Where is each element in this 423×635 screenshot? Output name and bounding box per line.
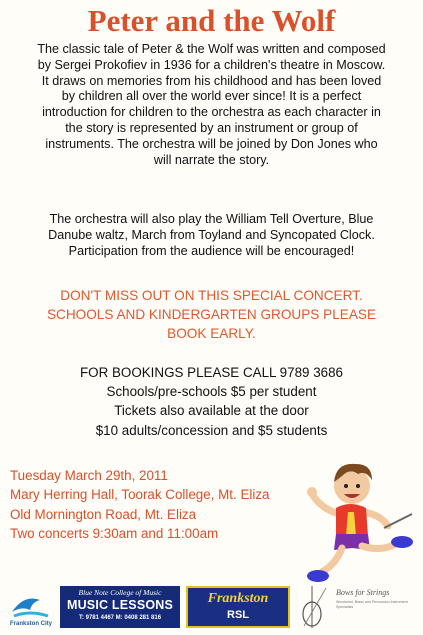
intro-line: by Sergei Prokofiev in 1936 for a children's theatre in Moscow. bbox=[37, 57, 386, 72]
intro-line: It draws on memories from his childhood and has been loved bbox=[41, 73, 382, 88]
dolphin-icon bbox=[6, 590, 56, 628]
promo-notice bbox=[10, 286, 413, 343]
booking-line: Schools/pre-schools $5 per student bbox=[106, 384, 317, 400]
rsl-top-text: Frankston bbox=[207, 591, 269, 606]
program-line: Danube waltz, March from Toyland and Syncopated Clock. bbox=[48, 227, 375, 242]
violin-icon bbox=[296, 584, 332, 630]
event-date: Tuesday March 29th, 2011 bbox=[10, 468, 168, 483]
city-logo-text: Frankston City bbox=[9, 621, 53, 627]
intro-line: introduction for children to the orchestra as each character in bbox=[42, 105, 381, 120]
event-address: Old Mornington Road, Mt. Eliza bbox=[10, 506, 197, 522]
music-lessons-logo bbox=[60, 586, 180, 628]
intro-line: the story is represented by an instrument or group of bbox=[65, 120, 358, 135]
booking-line: $10 adults/concession and $5 students bbox=[95, 422, 328, 438]
booking-line: Tickets also available at the door bbox=[114, 403, 309, 419]
rsl-bottom-text: RSL bbox=[227, 609, 249, 621]
intro-line: will narrate the story. bbox=[153, 152, 270, 167]
booking-line: FOR BOOKINGS PLEASE CALL 9789 3686 bbox=[80, 365, 343, 380]
intro-line: by children all over the world ever since! It is a perfect bbox=[61, 89, 362, 104]
page-title: Peter and the Wolf bbox=[87, 3, 336, 38]
event-venue: Mary Herring Hall, Toorak College, Mt. Eliza bbox=[10, 487, 270, 503]
jumping-boy-illustration bbox=[300, 452, 420, 592]
sponsor-logos bbox=[0, 582, 423, 634]
strings-title: Bows for Strings bbox=[336, 588, 390, 597]
music-college-name: Blue Note College of Music bbox=[78, 588, 162, 597]
program-line: The orchestra will also play the William Tell Overture, Blue bbox=[49, 212, 374, 226]
intro-paragraph bbox=[10, 42, 413, 168]
booking-info bbox=[0, 363, 423, 440]
frankston-rsl-logo bbox=[186, 586, 290, 628]
bows-for-strings-logo bbox=[296, 584, 420, 630]
promo-line: SCHOOLS AND KINDERGARTEN GROUPS PLEASE bbox=[46, 307, 377, 322]
intro-line: The classic tale of Peter & the Wolf was written and composed bbox=[37, 42, 386, 56]
program-paragraph bbox=[10, 212, 413, 259]
music-lessons-label: MUSIC LESSONS bbox=[66, 598, 174, 612]
intro-line: instruments. The orchestra will be joined by Don Jones who bbox=[45, 136, 378, 151]
strings-info: Woodwind, Brass and Percussion Instrument Specialists bbox=[336, 600, 408, 609]
event-details bbox=[10, 466, 280, 543]
promo-line: DON'T MISS OUT ON THIS SPECIAL CONCERT. bbox=[60, 288, 363, 303]
promo-line: BOOK EARLY. bbox=[167, 326, 256, 341]
frankston-city-logo bbox=[6, 590, 56, 628]
music-phone: T: 9781 4467 M: 0408 281 816 bbox=[78, 615, 162, 621]
event-times: Two concerts 9:30am and 11:00am bbox=[10, 525, 219, 541]
program-line: Participation from the audience will be encouraged! bbox=[68, 243, 355, 258]
